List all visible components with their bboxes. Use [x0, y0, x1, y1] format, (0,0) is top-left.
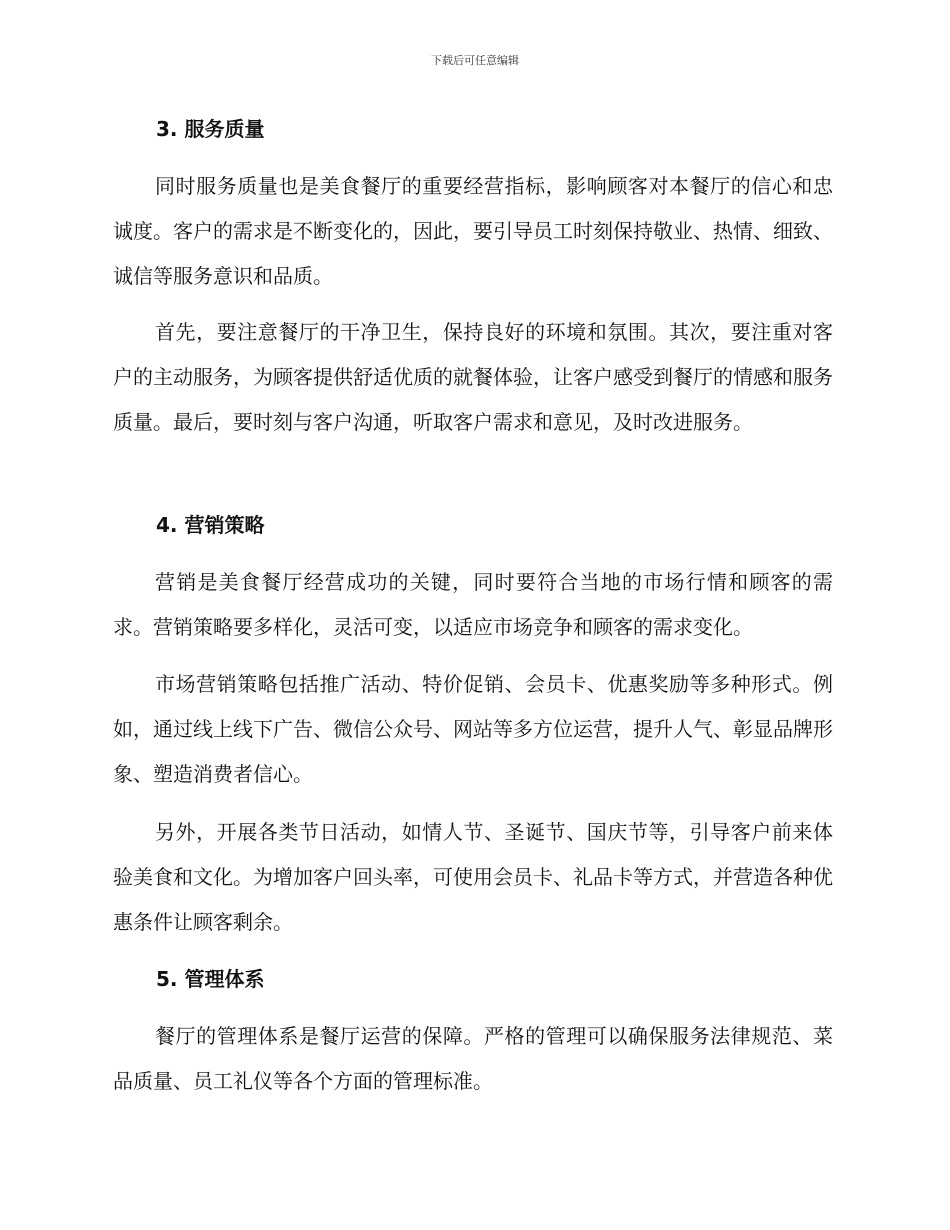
- paragraph: 另外，开展各类节日活动，如情人节、圣诞节、国庆节等，引导客户前来体验美食和文化。为增加客户回头率，可使用会员卡、礼品卡等方式，并营造各种优惠条件让顾客剩余。: [113, 820, 833, 934]
- header-note: 下载后可任意编辑: [431, 54, 519, 67]
- paragraph: 营销是美食餐厅经营成功的关键，同时要符合当地的市场行情和顾客的需求。营销策略要多样化，灵活可变，以适应市场竞争和顾客的需求变化。: [113, 570, 833, 639]
- section-heading-management-system: 5. 管理体系: [156, 967, 265, 991]
- paragraph: 首先，要注意餐厅的干净卫生，保持良好的环境和氛围。其次，要注重对客户的主动服务，为顾客提供舒适优质的就餐体验，让客户感受到餐厅的情感和服务质量。最后，要时刻与客户沟通，听取客户需求和意见，及时改进服务。: [113, 320, 833, 434]
- paragraph: 餐厅的管理体系是餐厅运营的保障。严格的管理可以确保服务法律规范、菜品质量、员工礼仪等各个方面的管理标准。: [113, 1024, 833, 1093]
- section-heading-marketing-strategy: 4. 营销策略: [156, 513, 265, 537]
- paragraph: 同时服务质量也是美食餐厅的重要经营指标，影响顾客对本餐厅的信心和忠诚度。客户的需求是不断变化的，因此，要引导员工时刻保持敬业、热情、细致、诚信等服务意识和品质。: [113, 174, 833, 288]
- paragraph: 市场营销策略包括推广活动、特价促销、会员卡、优惠奖励等多种形式。例如，通过线上线下广告、微信公众号、网站等多方位运营，提升人气、彰显品牌形象、塑造消费者信心。: [113, 672, 833, 786]
- section-heading-service-quality: 3. 服务质量: [156, 117, 265, 141]
